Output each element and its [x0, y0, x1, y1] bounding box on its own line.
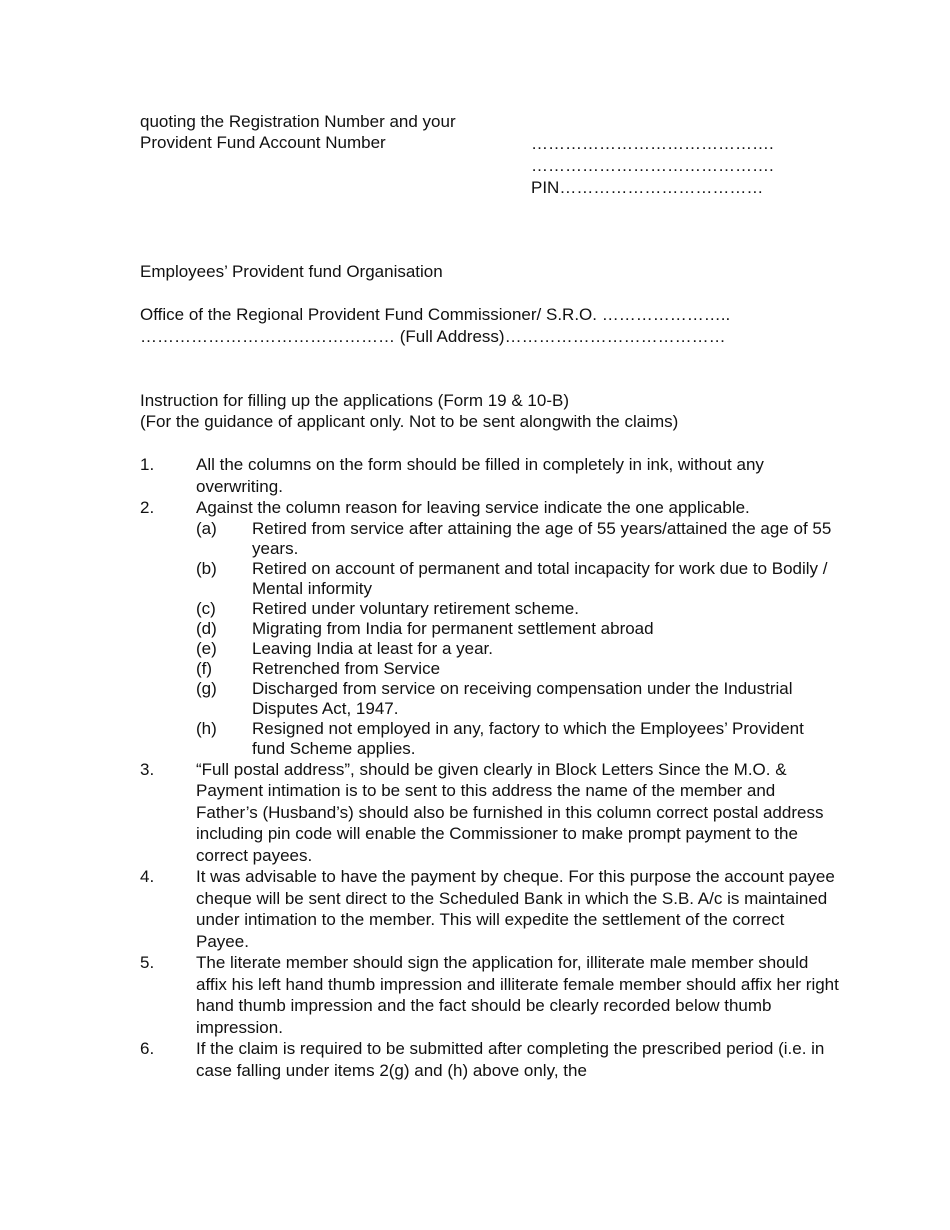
address-line-2: ……………………………………. [531, 156, 774, 175]
instructions-subtitle: (For the guidance of applicant only. Not to be sent alongwith the claims) [140, 412, 679, 431]
sub-item-g [196, 679, 840, 719]
office-line-1: Office of the Regional Provident Fund Commissioner/ S.R.O. ………………….. [140, 305, 731, 324]
item-number: 2. [140, 498, 155, 517]
office-line-2: ……………………………………… (Full Address)………………………………… [140, 327, 726, 346]
item-number: 4. [140, 867, 155, 886]
list-item-4 [140, 866, 840, 952]
sub-item-b [196, 559, 840, 599]
item-number: 3. [140, 759, 155, 779]
sub-item-d [196, 619, 840, 639]
sub-item-text: Leaving India at least for a year. [252, 638, 493, 658]
sub-item-text: Resigned not employed in any, factory to which the Employees’ Provident fund Scheme applies. [252, 718, 804, 758]
item-text: The literate member should sign the application for, illiterate male member should affix his left hand thumb impression and illiterate female member should affix her right hand thumb impression and the fact should be clearly recorded below thumb impression. [196, 953, 839, 1037]
sub-item-text: Discharged from service on receiving compensation under the Industrial Disputes Act, 1947. [252, 678, 793, 718]
header-left-line-2: Provident Fund Account Number [140, 133, 386, 152]
instructions-title: Instruction for filling up the applications (Form 19 & 10-B) [140, 391, 569, 410]
sub-item-letter: (b) [196, 558, 217, 578]
sub-item-text: Retired under voluntary retirement scheme. [252, 598, 579, 618]
item-number: 6. [140, 1039, 155, 1058]
sub-item-letter: (d) [196, 618, 217, 638]
sub-item-letter: (g) [196, 678, 217, 698]
sub-item-text: Retired from service after attaining the age of 55 years/attained the age of 55 years. [252, 518, 832, 558]
list-item-1 [140, 454, 840, 497]
list-item-3 [140, 759, 840, 867]
sub-item-letter: (c) [196, 598, 216, 618]
item-text: If the claim is required to be submitted after completing the prescribed period (i.e. in case falling under items 2(g) and (h) above only, the [196, 1039, 825, 1080]
item-text: All the columns on the form should be filled in completely in ink, without any overwriting. [196, 455, 764, 496]
pin-line: PIN……………………………… [531, 178, 764, 197]
item-text: “Full postal address”, should be given clearly in Block Letters Since the M.O. & Payment intimation is to be sent to this address the name of the member and Father’s (Husband’s) should also be furnished in this column correct postal address including pin code will enable the Commissioner to make prompt payment to the correct payees. [196, 759, 824, 865]
sub-item-letter: (e) [196, 638, 217, 658]
sub-item-e [196, 639, 840, 659]
sub-item-text: Migrating from India for permanent settlement abroad [252, 618, 654, 638]
sub-item-letter: (h) [196, 718, 217, 738]
sub-item-h [196, 719, 840, 759]
sub-item-c [196, 599, 840, 619]
item-text: It was advisable to have the payment by cheque. For this purpose the account payee cheque will be sent direct to the Scheduled Bank in which the S.B. A/c is maintained under intimation to the member. This will expedite the settlement of the correct Payee. [196, 867, 835, 951]
sub-item-letter: (f) [196, 658, 213, 678]
item-number: 5. [140, 953, 155, 972]
sub-item-a [196, 519, 840, 559]
header-left-line-1: quoting the Registration Number and your [140, 112, 456, 131]
instructions-list [140, 454, 840, 1081]
sub-item-letter: (a) [196, 518, 217, 538]
list-item-6 [140, 1038, 840, 1081]
address-lines [531, 133, 774, 199]
header-left [140, 111, 456, 153]
sub-item-text: Retired on account of permanent and total incapacity for work due to Bodily / Mental informity [252, 558, 828, 598]
item-text: Against the column reason for leaving service indicate the one applicable. [196, 498, 750, 517]
sub-item-text: Retrenched from Service [252, 658, 441, 678]
sub-item-f [196, 659, 840, 679]
address-line-1: ……………………………………. [531, 134, 774, 153]
list-item-5 [140, 952, 840, 1038]
list-item-2 [140, 497, 840, 519]
item-number: 1. [140, 455, 155, 474]
organisation-name: Employees’ Provident fund Organisation [140, 262, 443, 281]
